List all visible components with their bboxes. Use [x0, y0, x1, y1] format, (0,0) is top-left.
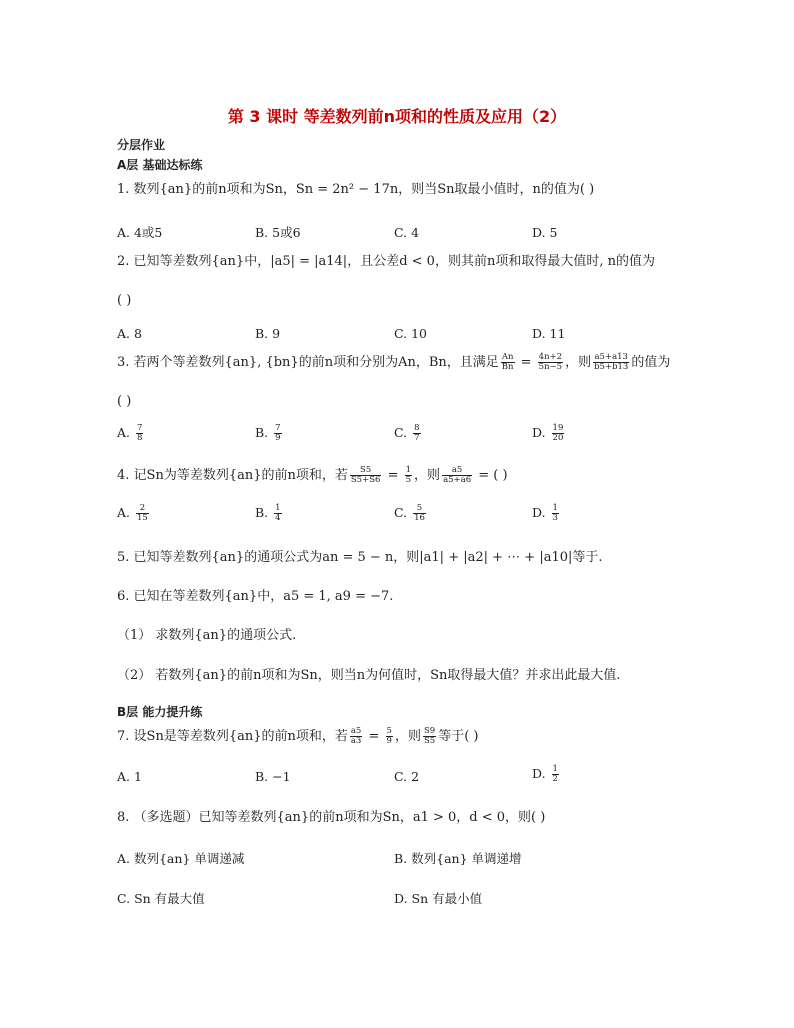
- q3-frac1-den: Bn: [501, 362, 514, 372]
- q3-fraction-3: [593, 353, 629, 372]
- q2-option-c: C. 10: [394, 326, 427, 341]
- q4-fraction-3: [442, 466, 472, 485]
- q3-option-b-den: 9: [275, 433, 281, 443]
- q1-option-a: A. 4或5: [117, 225, 163, 240]
- q1-option-c: C. 4: [394, 225, 420, 240]
- q3-option-d-den: 20: [552, 433, 564, 443]
- q4-option-c-num: 5: [413, 504, 426, 514]
- q2-option-a: A. 8: [117, 326, 142, 341]
- q4-frac1-num: S5: [350, 466, 382, 476]
- q3-fraction-2: [538, 353, 563, 372]
- q7-option-d-label: D.: [532, 766, 546, 781]
- q7-option-d: [532, 765, 561, 784]
- q4-eq: =: [383, 468, 403, 483]
- q4-frac1-den: S5+S6: [350, 475, 381, 485]
- q8-option-b: B. 数列{an} 单调递增: [394, 851, 522, 866]
- level-b-header: B层 能力提升练: [117, 705, 203, 719]
- q2-blank: ( ): [117, 293, 132, 308]
- question-2: 2. 已知等差数列{an}中，|a5| = |a14|，且公差d < 0，则其前n项和取得最大值时, n的值为: [117, 254, 655, 269]
- q4-option-b: [255, 504, 284, 523]
- q7-text-c: 等于( ): [438, 729, 479, 744]
- q4-option-d-label: D.: [532, 505, 546, 520]
- q4-frac3-den: a5+a6: [443, 475, 472, 485]
- question-1: 1. 数列{an}的前n项和为Sn，Sn = 2n² − 17n，则当Sn取最小值时，n的值为( ): [117, 182, 595, 197]
- q7-fraction-1: [350, 727, 362, 746]
- q4-option-c: [394, 504, 428, 523]
- q3-blank: ( ): [117, 394, 132, 409]
- q3-option-d-num: 19: [552, 423, 564, 433]
- q3-frac1-num: An: [501, 352, 514, 362]
- q3-option-d-label: D.: [532, 425, 546, 440]
- q7-fraction-2: [386, 727, 393, 746]
- q7-frac1-den: a3: [350, 736, 362, 746]
- q3-option-c-num: 8: [414, 423, 420, 433]
- q3-option-b: [255, 424, 284, 443]
- q6-part-2: （2） 若数列{an}的前n项和为Sn，则当n为何值时，Sn取得最大值？并求出此最大值.: [117, 668, 621, 683]
- q4-option-a-den: 15: [137, 513, 148, 523]
- q4-option-a-label: A.: [117, 505, 131, 520]
- q4-frac2-den: 5: [405, 475, 412, 485]
- q3-frac2-den: 5n−5: [538, 362, 563, 372]
- q4-option-b-label: B.: [255, 505, 269, 520]
- q4-frac3-num: a5: [442, 466, 472, 476]
- q3-option-d: [532, 424, 566, 443]
- q3-fraction-1: [501, 353, 515, 372]
- q3-option-c-label: C.: [394, 425, 408, 440]
- q7-option-a: A. 1: [117, 769, 142, 784]
- q3-option-b-num: 7: [275, 423, 281, 433]
- question-3: [117, 353, 670, 372]
- q1-option-d: D. 5: [532, 225, 558, 240]
- q7-text-b: ，则: [394, 729, 421, 744]
- question-6: 6. 已知在等差数列{an}中，a5 = 1, a9 = −7.: [117, 589, 394, 604]
- question-4: [117, 466, 508, 485]
- q3-text-a: 3. 若两个等差数列{an}, {bn}的前n项和分别为An，Bn，且满足: [117, 355, 499, 370]
- q4-option-b-num: 1: [275, 503, 281, 513]
- q4-text-c: = ( ): [474, 468, 508, 483]
- q4-option-d: [532, 504, 561, 523]
- q4-option-a-num: 2: [136, 504, 149, 514]
- q3-option-c: [394, 424, 423, 443]
- q4-option-d-den: 3: [552, 513, 558, 523]
- q7-fraction-3: [423, 727, 436, 746]
- q4-fraction-2: [405, 466, 412, 485]
- q3-option-c-den: 7: [414, 433, 420, 443]
- q4-option-d-num: 1: [552, 503, 558, 513]
- q4-option-b-den: 4: [275, 513, 281, 523]
- page-title: 第 3 课时 等差数列前n项和的性质及应用（2）: [227, 107, 567, 126]
- q4-text-a: 4. 记Sn为等差数列{an}的前n项和，若: [117, 468, 348, 483]
- q7-frac2-den: 9: [386, 736, 392, 746]
- q3-option-a: [117, 424, 145, 443]
- q7-eq: =: [364, 729, 384, 744]
- q3-text-b: ，则: [565, 355, 592, 370]
- q3-frac3-den: b5+b13: [594, 362, 629, 372]
- question-7: [117, 727, 478, 746]
- q8-option-d: D. Sn 有最小值: [394, 891, 483, 906]
- q6-part-1: （1） 求数列{an}的通项公式.: [117, 628, 297, 643]
- q7-option-b: B. −1: [255, 769, 291, 784]
- q4-fraction-1: [350, 466, 382, 485]
- q4-option-c-label: C.: [394, 505, 408, 520]
- q7-frac1-num: a5: [350, 726, 362, 736]
- q7-frac3-den: S5: [423, 736, 436, 746]
- q3-option-a-den: 8: [137, 433, 143, 443]
- q3-frac3-num: a5+a13: [594, 352, 628, 362]
- q8-option-c: C. Sn 有最大值: [117, 891, 205, 906]
- q3-frac2-num: 4n+2: [538, 352, 563, 362]
- q4-frac2-num: 1: [405, 465, 412, 475]
- section-header: 分层作业: [117, 138, 166, 152]
- q3-option-b-label: B.: [255, 425, 269, 440]
- level-a-header: A层 基础达标练: [117, 158, 203, 172]
- q2-option-d: D. 11: [532, 326, 566, 341]
- q3-option-a-num: 7: [137, 423, 143, 433]
- q4-option-a: [117, 504, 151, 523]
- q3-option-a-label: A.: [117, 425, 131, 440]
- q4-text-b: ，则: [414, 468, 441, 483]
- q7-text-a: 7. 设Sn是等差数列{an}的前n项和，若: [117, 729, 348, 744]
- q7-frac3-num: S9: [423, 726, 436, 736]
- q8-option-a: A. 数列{an} 单调递减: [117, 851, 245, 866]
- q7-option-d-den: 2: [552, 774, 558, 784]
- q7-option-d-num: 1: [552, 764, 558, 774]
- q2-option-b: B. 9: [255, 326, 281, 341]
- q3-text-c: 的值为: [631, 355, 671, 370]
- q1-option-b: B. 5或6: [255, 225, 301, 240]
- question-8: 8. （多选题）已知等差数列{an}的前n项和为Sn，a1 > 0，d < 0，则( ): [117, 810, 546, 825]
- q7-frac2-num: 5: [386, 726, 392, 736]
- question-5: 5. 已知等差数列{an}的通项公式为an = 5 − n，则|a1| + |a2| + ⋯ + |a10|等于.: [117, 550, 603, 565]
- q7-option-c: C. 2: [394, 769, 420, 784]
- q4-option-c-den: 16: [414, 513, 425, 523]
- q3-eq: =: [516, 355, 536, 370]
